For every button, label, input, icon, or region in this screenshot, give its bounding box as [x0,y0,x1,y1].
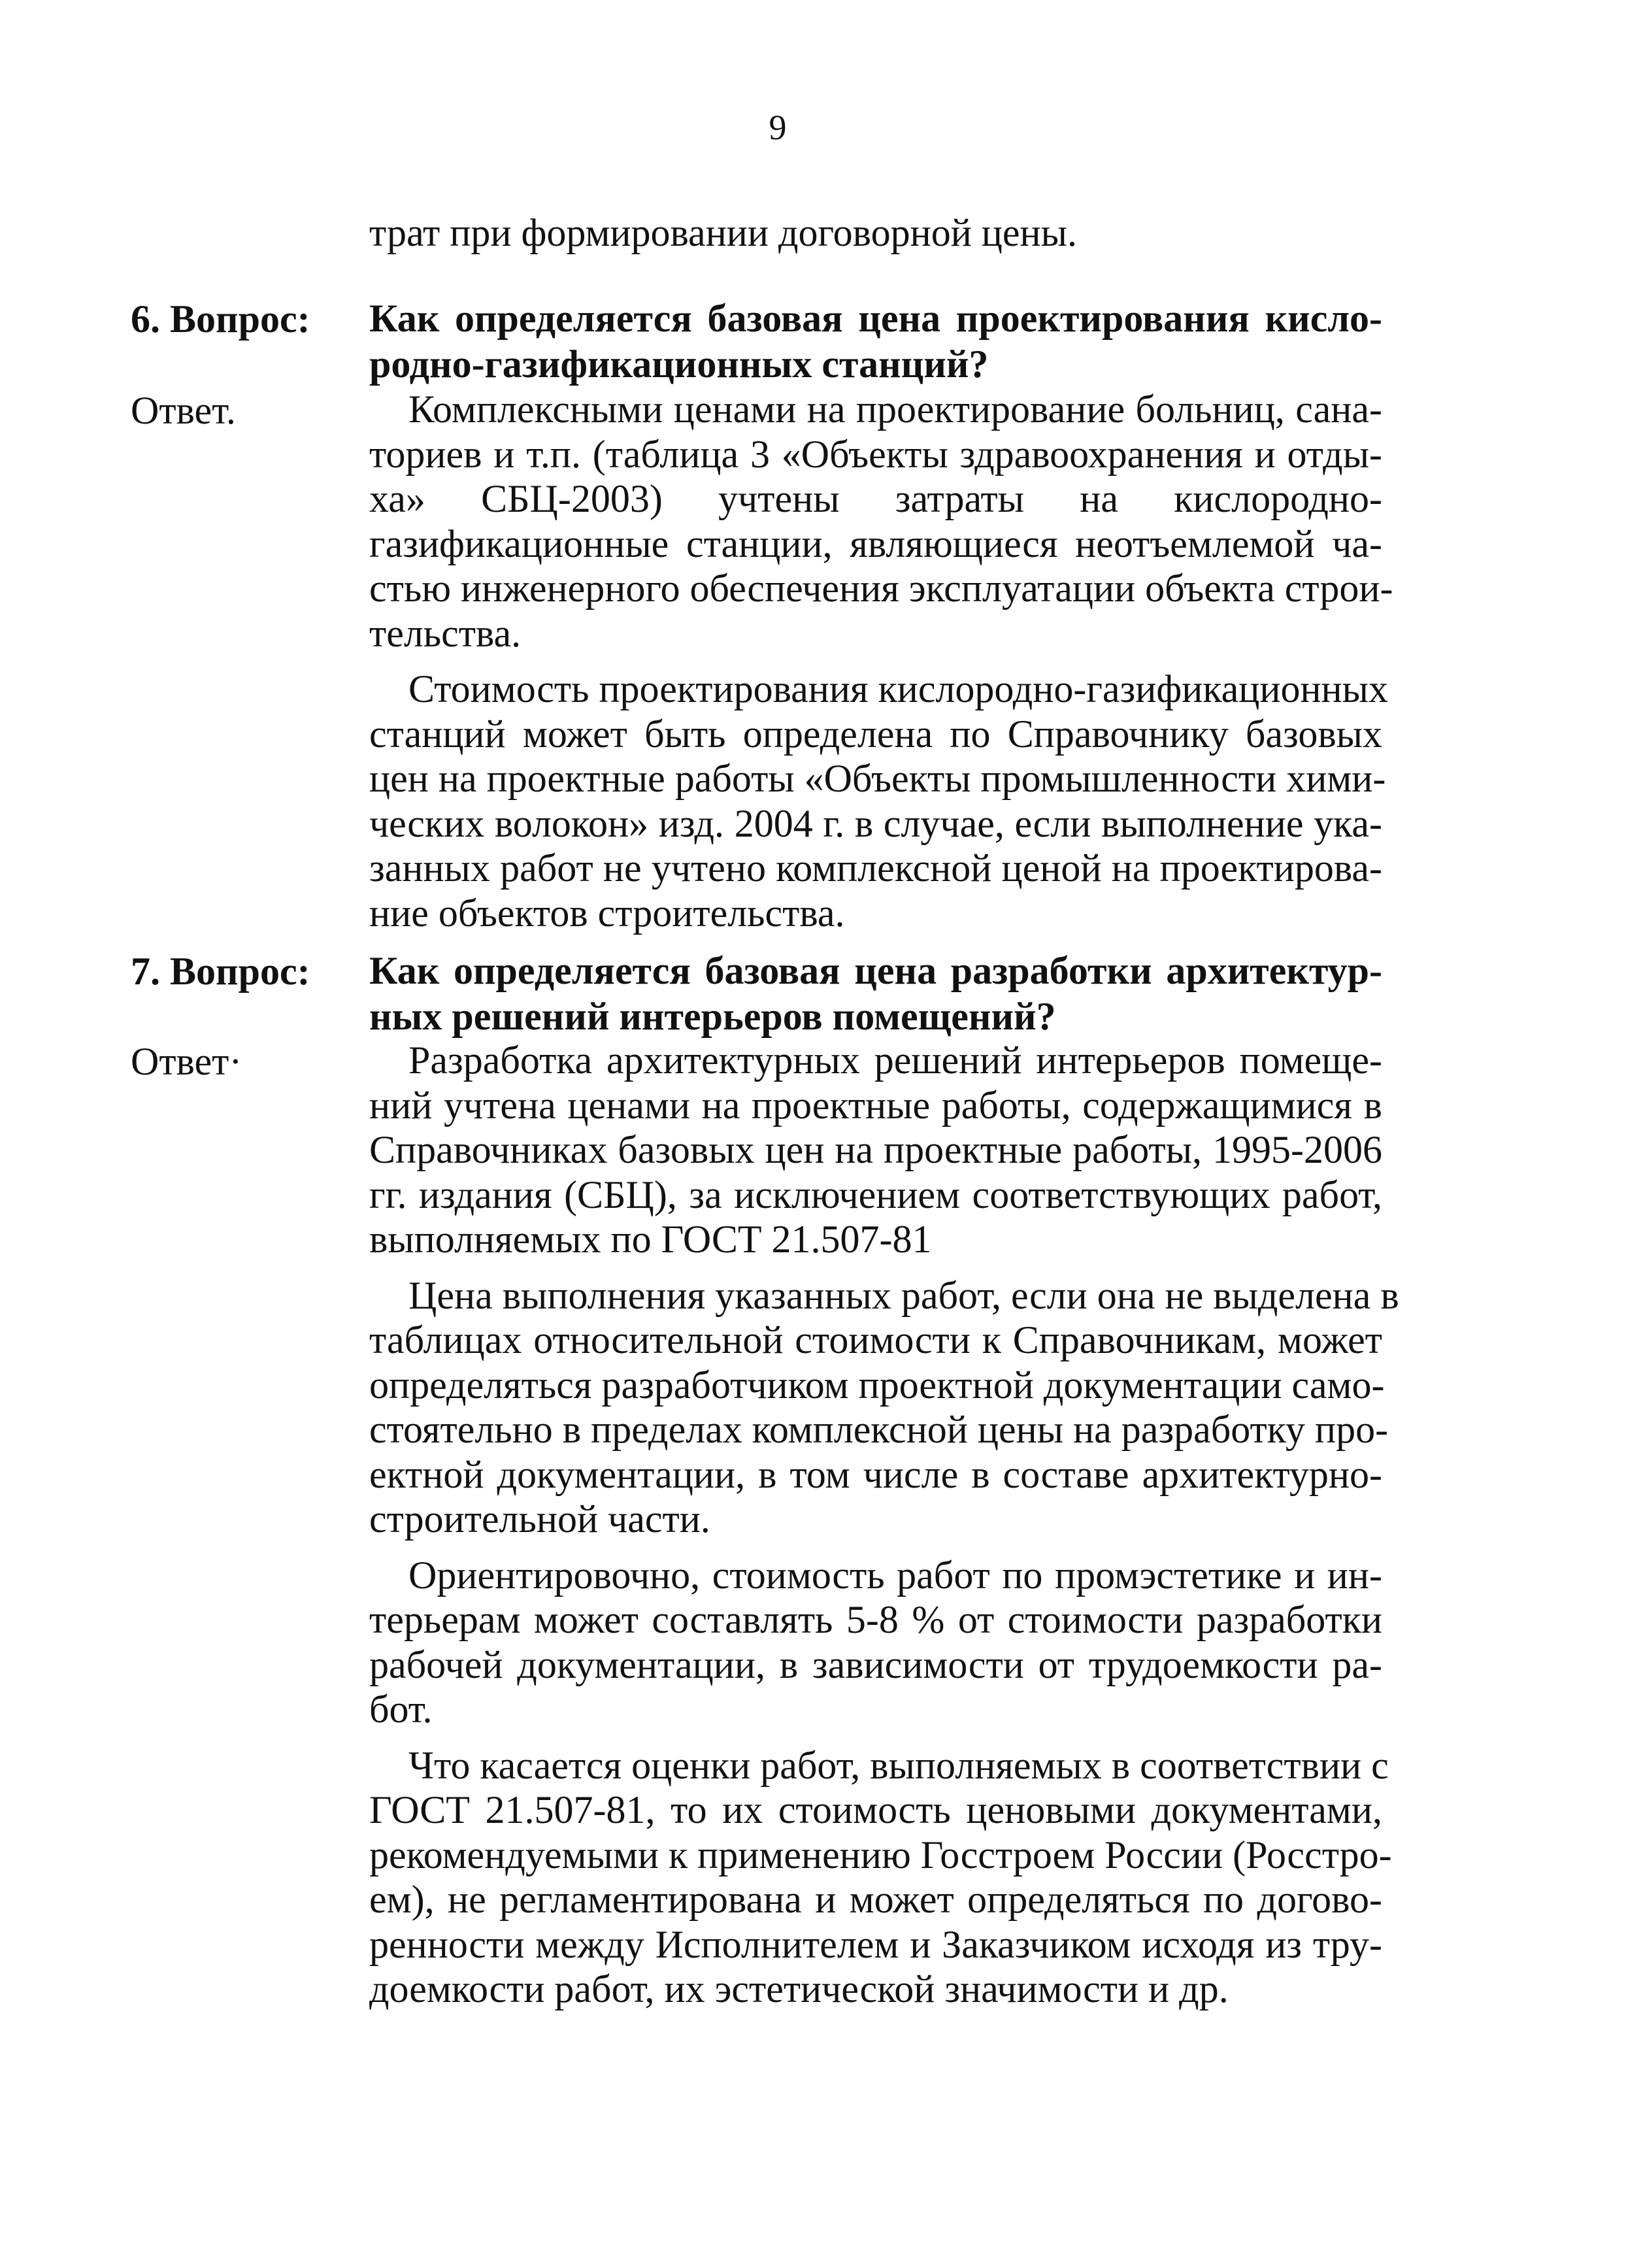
text-line: Разработка архитектурных решений интерьеров помеще- [408,1039,1382,1082]
text-line: ренности между Исполнителем и Заказчиком исходя из тру- [369,1922,1382,1966]
text-line: стоятельно в пределах комплексной цены на разработку про- [369,1408,1389,1451]
text-line: рекомендуемыми к применению Госстроем России (Росстро- [369,1833,1392,1876]
question-line: Как определяется базовая цена проектирования кисло- [369,297,1382,340]
answer-paragraph [369,1038,1382,1262]
question-line: ных решений интерьеров помещений? [369,995,1056,1038]
text-line: ем), не регламентирована и может определяться по догово- [369,1878,1382,1921]
text-line: ектной документации, в том числе в составе архитектурно- [369,1452,1382,1496]
text-line: таблицах относительной стоимости к Справочникам, может [369,1318,1382,1361]
text-line: ний учтена ценами на проектные работы, содержащимися в [369,1083,1382,1127]
answer-paragraph [369,387,1393,656]
answer-paragraph [369,1743,1392,2012]
question-7-label: 7. Вопрос: [131,950,310,993]
text-line: выполняемых по ГОСТ 21.507-81 [369,1218,932,1261]
text-line: ние объектов строительства. [369,891,845,935]
text-line: определяться разработчиком проектной документации само- [369,1363,1385,1407]
text-line: Стоимость проектирования кислородно-газификационных [408,667,1388,710]
text-line: газификационные станции, являющиеся неотъемлемой ча- [369,522,1382,565]
text-line: занных работ не учтено комплексной ценой на проектирова- [369,846,1382,890]
continuation-text: трат при формировании договорной цены. [369,211,1077,254]
text-line: Комплексными ценами на проектирование больниц, сана- [408,388,1382,431]
text-line: гг. издания (СБЦ), за исключением соответствующих работ, [369,1173,1382,1216]
answer-7-label: Ответ· [131,1040,242,1083]
text-line: терьерам может составлять 5-8 % от стоимости разработки [369,1598,1382,1641]
question-line: родно-газификационных станций? [369,342,989,386]
text-line: рабочей документации, в зависимости от трудоемкости ра- [369,1643,1382,1686]
answer-paragraph [369,1553,1382,1732]
text-line: ториев и т.п. (таблица 3 «Объекты здравоохранения и отды- [369,432,1382,476]
answer-6-body [369,387,1393,946]
answer-paragraph [369,667,1388,935]
text-line: Что касается оценки работ, выполняемых в соответствии с [408,1743,1389,1787]
answer-paragraph [369,1273,1399,1542]
answer-7-body [369,1038,1399,2023]
text-line: бот. [369,1688,433,1731]
text-line: Цена выполнения указанных работ, если она не выделена в [408,1273,1399,1317]
question-6-text [369,295,1382,387]
text-line: ГОСТ 21.507-81, то их стоимость ценовыми документами, [369,1788,1382,1831]
text-line: Справочниках базовых цен на проектные работы, 1995-2006 [369,1128,1382,1171]
question-6-label: 6. Вопрос: [131,297,310,341]
question-line: Как определяется базовая цена разработки архитектур- [369,949,1382,992]
text-line: цен на проектные работы «Объекты промышленности хими- [369,757,1386,800]
page-number: 9 [769,108,787,147]
text-line: станций может быть определена по Справочнику базовых [369,712,1382,756]
text-line: доемкости работ, их эстетической значимости и др. [369,1967,1229,2010]
text-line: строительной части. [369,1497,710,1541]
text-line: тельства. [369,611,522,655]
question-7-text [369,948,1382,1039]
text-line: ха» СБЦ-2003) учтены затраты на кислородно- [369,477,1382,520]
text-line: ческих волокон» изд. 2004 г. в случае, если выполнение ука- [369,801,1382,845]
text-line: Ориентировочно, стоимость работ по промэстетике и ин- [408,1553,1382,1597]
text-line: стью инженерного обеспечения эксплуатации объекта строи- [369,567,1393,610]
answer-6-label: Ответ. [131,389,236,432]
